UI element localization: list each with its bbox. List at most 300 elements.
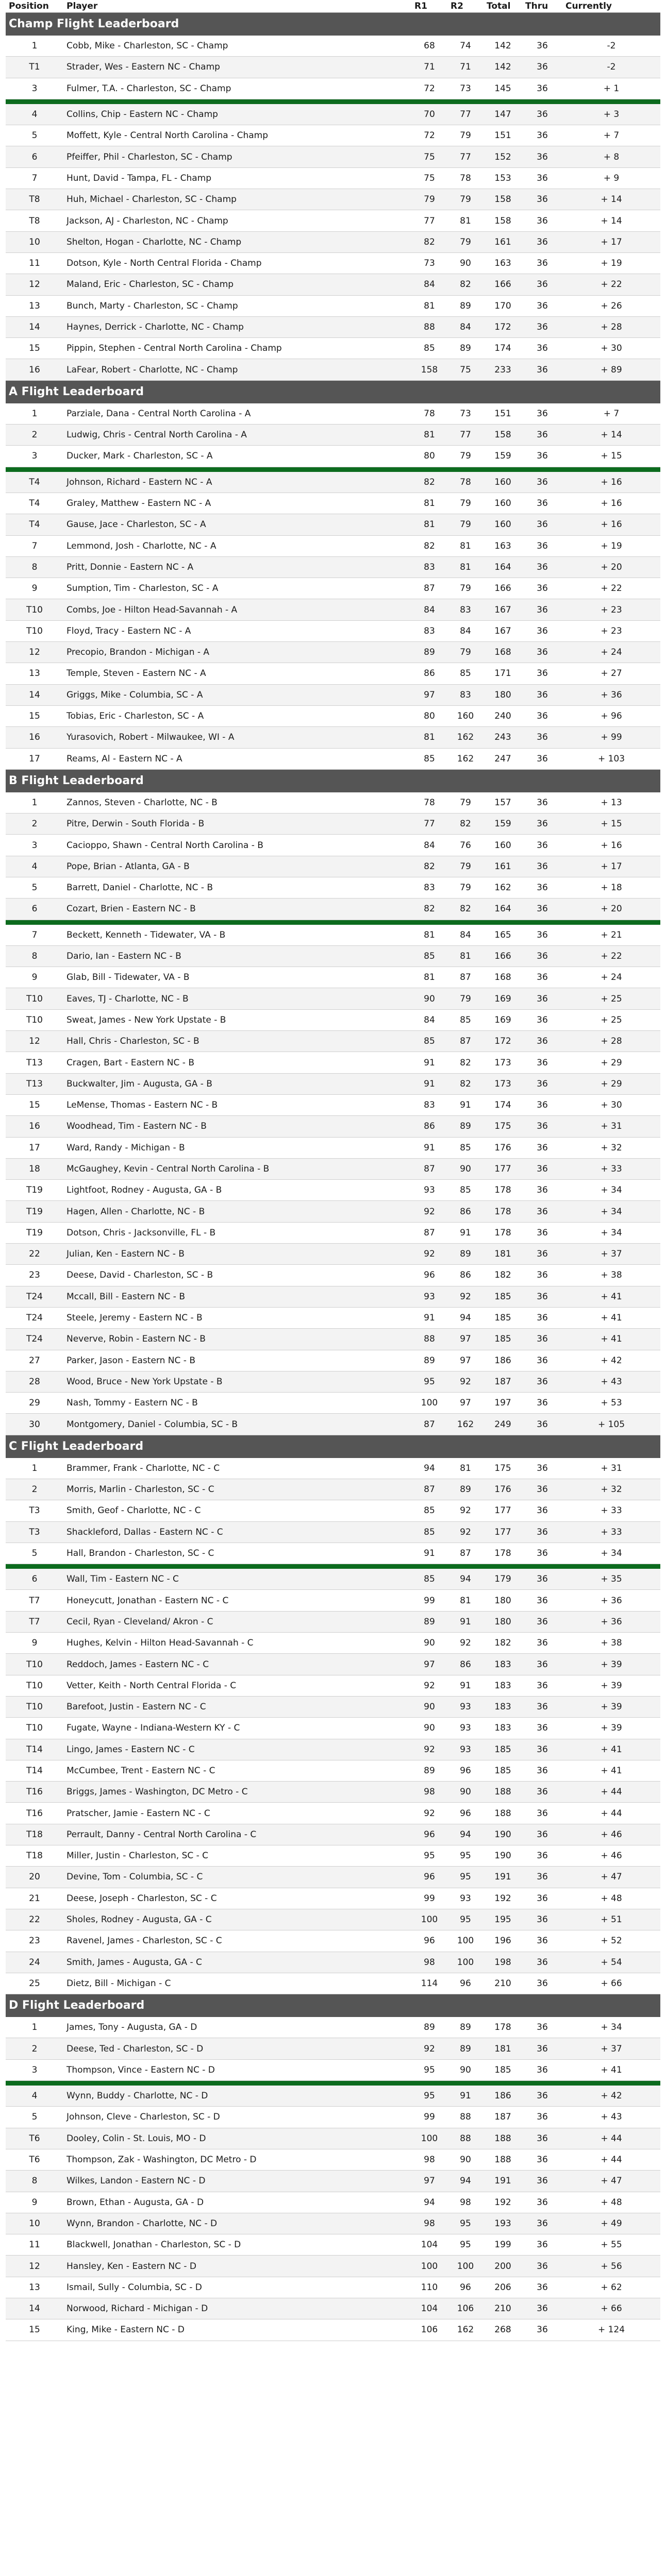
cell-thru: 36	[522, 252, 562, 274]
cell-position: 11	[6, 2234, 63, 2256]
cell-r2: 83	[447, 599, 484, 620]
cell-currently: + 52	[562, 1930, 660, 1952]
column-header-r1: R1	[411, 0, 447, 13]
cell-r1: 82	[411, 899, 447, 920]
cell-position: 23	[6, 1930, 63, 1952]
cell-position: 16	[6, 727, 63, 748]
cell-total: 268	[484, 2319, 522, 2341]
cell-position: 12	[6, 642, 63, 663]
cell-position: 2	[6, 1479, 63, 1500]
cell-r1: 96	[411, 1867, 447, 1888]
cell-player: Deese, David - Charleston, SC - B	[63, 1265, 411, 1286]
cell-r2: 89	[447, 1244, 484, 1265]
cell-currently: + 34	[562, 1201, 660, 1222]
cell-total: 199	[484, 2234, 522, 2256]
cell-currently: + 17	[562, 856, 660, 877]
cell-position: 13	[6, 295, 63, 316]
cell-currently: + 42	[562, 1350, 660, 1371]
table-row	[6, 2192, 660, 2213]
flight-header	[6, 1435, 660, 1458]
cell-thru: 36	[522, 988, 562, 1009]
cell-currently: -2	[562, 36, 660, 57]
cell-player: Johnson, Richard - Eastern NC - A	[63, 472, 411, 493]
cut-line-bar	[6, 99, 660, 104]
table-row	[6, 316, 660, 337]
cell-currently: + 66	[562, 2298, 660, 2319]
cell-total: 210	[484, 2298, 522, 2319]
table-row	[6, 620, 660, 641]
cell-thru: 36	[522, 1052, 562, 1073]
cell-r1: 95	[411, 1845, 447, 1867]
table-row	[6, 1052, 660, 1073]
cell-total: 188	[484, 1803, 522, 1824]
cell-thru: 36	[522, 877, 562, 898]
cell-r1: 104	[411, 2298, 447, 2319]
cell-r1: 91	[411, 1543, 447, 1564]
cell-position: 4	[6, 856, 63, 877]
table-row	[6, 535, 660, 556]
cell-position: 27	[6, 1350, 63, 1371]
table-row	[6, 967, 660, 988]
column-header-total: Total	[484, 0, 522, 13]
cell-player: Hansley, Ken - Eastern NC - D	[63, 2256, 411, 2277]
cell-r2: 86	[447, 1201, 484, 1222]
cell-position: 4	[6, 2086, 63, 2107]
table-row	[6, 57, 660, 78]
cell-position: 5	[6, 2107, 63, 2128]
cell-position: 22	[6, 1244, 63, 1265]
cell-r2: 81	[447, 1590, 484, 1611]
cell-position: T10	[6, 1696, 63, 1717]
table-row	[6, 835, 660, 856]
cell-position: 8	[6, 556, 63, 578]
cell-position: T10	[6, 1675, 63, 1696]
cell-r1: 88	[411, 1329, 447, 1350]
cell-r1: 77	[411, 210, 447, 231]
cell-r2: 79	[447, 125, 484, 146]
cell-currently: + 22	[562, 578, 660, 599]
table-row	[6, 514, 660, 535]
cell-r2: 90	[447, 1158, 484, 1179]
cell-total: 173	[484, 1052, 522, 1073]
cell-thru: 36	[522, 556, 562, 578]
cell-position: T10	[6, 988, 63, 1009]
cell-r2: 93	[447, 1739, 484, 1760]
cell-thru: 36	[522, 36, 562, 57]
cell-currently: + 26	[562, 295, 660, 316]
cell-r2: 79	[447, 514, 484, 535]
table-row	[6, 1633, 660, 1654]
cell-thru: 36	[522, 1521, 562, 1543]
cell-currently: + 47	[562, 2171, 660, 2192]
table-row	[6, 1458, 660, 1479]
table-row	[6, 1696, 660, 1717]
cell-total: 159	[484, 814, 522, 835]
cell-r2: 77	[447, 146, 484, 167]
cell-r1: 92	[411, 1244, 447, 1265]
cut-line-divider	[6, 920, 660, 925]
cell-currently: + 9	[562, 167, 660, 189]
table-row	[6, 1888, 660, 1909]
table-row	[6, 252, 660, 274]
cell-currently: + 25	[562, 988, 660, 1009]
cell-r1: 83	[411, 877, 447, 898]
cell-position: 5	[6, 125, 63, 146]
cell-r1: 106	[411, 2319, 447, 2341]
cell-player: Briggs, James - Washington, DC Metro - C	[63, 1782, 411, 1803]
cell-thru: 36	[522, 446, 562, 467]
cut-line-divider	[6, 1564, 660, 1569]
cell-position: T16	[6, 1782, 63, 1803]
cell-player: Pfeiffer, Phil - Charleston, SC - Champ	[63, 146, 411, 167]
cell-player: Hall, Chris - Charleston, SC - B	[63, 1031, 411, 1052]
cell-r1: 82	[411, 535, 447, 556]
cell-thru: 36	[522, 1244, 562, 1265]
cell-currently: + 3	[562, 104, 660, 125]
cell-thru: 36	[522, 78, 562, 99]
table-row	[6, 727, 660, 748]
table-row	[6, 1521, 660, 1543]
cell-thru: 36	[522, 1867, 562, 1888]
cell-r2: 100	[447, 1930, 484, 1952]
cell-total: 161	[484, 856, 522, 877]
cell-player: Dotson, Kyle - North Central Florida - Champ	[63, 252, 411, 274]
cell-total: 181	[484, 1244, 522, 1265]
cell-currently: + 29	[562, 1073, 660, 1094]
cell-thru: 36	[522, 1479, 562, 1500]
cell-player: Fulmer, T.A. - Charleston, SC - Champ	[63, 78, 411, 99]
cell-r1: 78	[411, 792, 447, 814]
cell-r1: 97	[411, 684, 447, 705]
cell-r2: 90	[447, 252, 484, 274]
cell-r2: 94	[447, 1824, 484, 1845]
cell-total: 187	[484, 1371, 522, 1392]
cell-r2: 89	[447, 295, 484, 316]
cell-r2: 79	[447, 189, 484, 210]
cell-r1: 114	[411, 1973, 447, 1994]
cell-position: 29	[6, 1393, 63, 1414]
cell-r2: 77	[447, 425, 484, 446]
cell-player: Dario, Ian - Eastern NC - B	[63, 945, 411, 967]
cell-player: Barrett, Daniel - Charlotte, NC - B	[63, 877, 411, 898]
cut-line-divider	[6, 99, 660, 104]
cell-currently: + 16	[562, 514, 660, 535]
table-row	[6, 642, 660, 663]
cell-position: 7	[6, 167, 63, 189]
cell-r2: 81	[447, 535, 484, 556]
cell-player: Cecil, Ryan - Cleveland/ Akron - C	[63, 1611, 411, 1632]
cell-currently: + 39	[562, 1718, 660, 1739]
cell-player: Smith, James - Augusta, GA - C	[63, 1952, 411, 1973]
cell-player: Ducker, Mark - Charleston, SC - A	[63, 446, 411, 467]
table-row	[6, 403, 660, 425]
cell-r2: 83	[447, 684, 484, 705]
cell-currently: + 7	[562, 403, 660, 425]
cell-player: Julian, Ken - Eastern NC - B	[63, 1244, 411, 1265]
cell-currently: + 16	[562, 472, 660, 493]
cell-r1: 95	[411, 2086, 447, 2107]
cell-position: T6	[6, 2128, 63, 2149]
cell-player: Lemmond, Josh - Charlotte, NC - A	[63, 535, 411, 556]
cell-player: Hunt, David - Tampa, FL - Champ	[63, 167, 411, 189]
cell-player: Pope, Brian - Atlanta, GA - B	[63, 856, 411, 877]
table-row	[6, 1803, 660, 1824]
cell-position: 14	[6, 684, 63, 705]
table-row	[6, 36, 660, 57]
cell-r2: 79	[447, 856, 484, 877]
cell-r1: 84	[411, 1009, 447, 1030]
cell-currently: + 24	[562, 967, 660, 988]
cell-r2: 100	[447, 1952, 484, 1973]
cell-player: Sweat, James - New York Upstate - B	[63, 1009, 411, 1030]
cell-player: Pitre, Derwin - South Florida - B	[63, 814, 411, 835]
cell-total: 167	[484, 599, 522, 620]
cell-thru: 36	[522, 578, 562, 599]
cell-r1: 86	[411, 1116, 447, 1137]
cell-player: Huh, Michael - Charleston, SC - Champ	[63, 189, 411, 210]
cell-r2: 97	[447, 1393, 484, 1414]
cell-r2: 82	[447, 899, 484, 920]
cell-thru: 36	[522, 316, 562, 337]
cell-player: Beckett, Kenneth - Tidewater, VA - B	[63, 925, 411, 946]
cell-position: 2	[6, 814, 63, 835]
cell-currently: + 46	[562, 1824, 660, 1845]
cell-total: 163	[484, 252, 522, 274]
cell-player: Ravenel, James - Charleston, SC - C	[63, 1930, 411, 1952]
cell-currently: + 22	[562, 274, 660, 295]
cell-player: Montgomery, Daniel - Columbia, SC - B	[63, 1414, 411, 1435]
cell-r1: 87	[411, 1222, 447, 1243]
cell-total: 243	[484, 727, 522, 748]
cell-r1: 95	[411, 1371, 447, 1392]
cell-player: Reams, Al - Eastern NC - A	[63, 748, 411, 769]
cell-position: 10	[6, 2213, 63, 2234]
cell-total: 170	[484, 295, 522, 316]
cell-currently: + 24	[562, 642, 660, 663]
cell-currently: + 46	[562, 1845, 660, 1867]
cell-position: T8	[6, 210, 63, 231]
cell-player: Sumption, Tim - Charleston, SC - A	[63, 578, 411, 599]
cell-thru: 36	[522, 1073, 562, 1094]
cell-r1: 89	[411, 2017, 447, 2038]
cell-r2: 84	[447, 316, 484, 337]
cell-r1: 85	[411, 1031, 447, 1052]
cell-r1: 77	[411, 814, 447, 835]
cell-position: T24	[6, 1286, 63, 1307]
cell-total: 151	[484, 125, 522, 146]
cell-r2: 94	[447, 1307, 484, 1328]
cell-position: 14	[6, 2298, 63, 2319]
cell-player: Thompson, Zak - Washington, DC Metro - D	[63, 2149, 411, 2170]
cell-r1: 99	[411, 1888, 447, 1909]
cell-r2: 93	[447, 1888, 484, 1909]
cell-thru: 36	[522, 899, 562, 920]
cell-r1: 68	[411, 36, 447, 57]
cell-total: 177	[484, 1158, 522, 1179]
cell-total: 172	[484, 1031, 522, 1052]
cell-position: T3	[6, 1521, 63, 1543]
cell-position: T19	[6, 1201, 63, 1222]
cell-total: 178	[484, 1222, 522, 1243]
flight-header	[6, 1994, 660, 2018]
cell-thru: 36	[522, 599, 562, 620]
table-row	[6, 1909, 660, 1930]
cell-currently: + 33	[562, 1521, 660, 1543]
cell-r2: 78	[447, 472, 484, 493]
cell-r1: 84	[411, 599, 447, 620]
cell-position: 21	[6, 1888, 63, 1909]
table-row	[6, 1782, 660, 1803]
cell-total: 185	[484, 1286, 522, 1307]
cell-r1: 92	[411, 1675, 447, 1696]
cell-currently: + 89	[562, 359, 660, 380]
cell-r1: 91	[411, 1073, 447, 1094]
cell-thru: 36	[522, 493, 562, 514]
table-row	[6, 1952, 660, 1973]
cell-thru: 36	[522, 189, 562, 210]
cell-thru: 36	[522, 1543, 562, 1564]
table-row	[6, 472, 660, 493]
cell-r1: 81	[411, 295, 447, 316]
cell-thru: 36	[522, 1930, 562, 1952]
cell-currently: + 29	[562, 1052, 660, 1073]
cell-position: T8	[6, 189, 63, 210]
cell-currently: + 28	[562, 1031, 660, 1052]
cell-r1: 92	[411, 2038, 447, 2059]
cell-player: Maland, Eric - Charleston, SC - Champ	[63, 274, 411, 295]
cell-total: 160	[484, 514, 522, 535]
cell-player: Brammer, Frank - Charlotte, NC - C	[63, 1458, 411, 1479]
cell-r1: 96	[411, 1824, 447, 1845]
cell-player: Barefoot, Justin - Eastern NC - C	[63, 1696, 411, 1717]
cell-r1: 81	[411, 727, 447, 748]
cell-player: Devine, Tom - Columbia, SC - C	[63, 1867, 411, 1888]
cell-r2: 91	[447, 2086, 484, 2107]
cell-player: Parker, Jason - Eastern NC - B	[63, 1350, 411, 1371]
cell-r1: 83	[411, 1094, 447, 1115]
cell-thru: 36	[522, 1633, 562, 1654]
cell-position: 13	[6, 2277, 63, 2298]
cell-thru: 36	[522, 1590, 562, 1611]
cell-currently: + 56	[562, 2256, 660, 2277]
table-row	[6, 1718, 660, 1739]
cell-currently: + 19	[562, 535, 660, 556]
table-row	[6, 231, 660, 252]
cell-player: Strader, Wes - Eastern NC - Champ	[63, 57, 411, 78]
cell-r2: 79	[447, 493, 484, 514]
cell-thru: 36	[522, 814, 562, 835]
cell-thru: 36	[522, 2086, 562, 2107]
cell-position: 8	[6, 945, 63, 967]
cell-currently: + 44	[562, 2128, 660, 2149]
cell-thru: 36	[522, 359, 562, 380]
cell-thru: 36	[522, 1824, 562, 1845]
cell-r1: 98	[411, 1782, 447, 1803]
leaderboard-table	[6, 0, 660, 2341]
cell-r2: 81	[447, 556, 484, 578]
table-row	[6, 856, 660, 877]
cut-line-bar	[6, 2081, 660, 2086]
cell-r1: 80	[411, 446, 447, 467]
cell-r1: 79	[411, 189, 447, 210]
column-header-thru: Thru	[522, 0, 562, 13]
cell-player: Norwood, Richard - Michigan - D	[63, 2298, 411, 2319]
table-row	[6, 1611, 660, 1632]
table-row	[6, 1180, 660, 1201]
cell-player: Steele, Jeremy - Eastern NC - B	[63, 1307, 411, 1328]
cell-player: LeMense, Thomas - Eastern NC - B	[63, 1094, 411, 1115]
cell-r2: 92	[447, 1633, 484, 1654]
table-row	[6, 1286, 660, 1307]
cell-thru: 36	[522, 1286, 562, 1307]
table-row	[6, 2149, 660, 2170]
cell-total: 174	[484, 1094, 522, 1115]
cell-currently: + 1	[562, 78, 660, 99]
cell-total: 168	[484, 967, 522, 988]
cell-r1: 91	[411, 1052, 447, 1073]
cell-total: 178	[484, 1201, 522, 1222]
table-row	[6, 899, 660, 920]
cell-thru: 36	[522, 514, 562, 535]
table-row	[6, 684, 660, 705]
cell-position: T14	[6, 1739, 63, 1760]
cell-r1: 90	[411, 1696, 447, 1717]
cell-total: 183	[484, 1654, 522, 1675]
cell-total: 163	[484, 535, 522, 556]
cell-r1: 92	[411, 1201, 447, 1222]
cell-player: Cacioppo, Shawn - Central North Carolina - B	[63, 835, 411, 856]
cell-thru: 36	[522, 1696, 562, 1717]
cell-r1: 89	[411, 1760, 447, 1781]
cell-total: 158	[484, 189, 522, 210]
cell-position: T24	[6, 1307, 63, 1328]
cell-thru: 36	[522, 1414, 562, 1435]
cell-r2: 91	[447, 1675, 484, 1696]
cell-r1: 89	[411, 1350, 447, 1371]
cell-total: 249	[484, 1414, 522, 1435]
cell-r1: 100	[411, 1909, 447, 1930]
table-row	[6, 1543, 660, 1564]
cell-r2: 91	[447, 1611, 484, 1632]
table-row	[6, 2171, 660, 2192]
table-row	[6, 146, 660, 167]
cell-r2: 87	[447, 1543, 484, 1564]
cell-thru: 36	[522, 1371, 562, 1392]
column-header-row	[6, 0, 660, 13]
cell-r2: 94	[447, 1569, 484, 1590]
cell-total: 180	[484, 684, 522, 705]
cell-currently: + 54	[562, 1952, 660, 1973]
cell-r2: 73	[447, 78, 484, 99]
cell-currently: + 44	[562, 1782, 660, 1803]
cell-currently: + 17	[562, 231, 660, 252]
cell-player: Precopio, Brandon - Michigan - A	[63, 642, 411, 663]
cell-currently: + 34	[562, 2017, 660, 2038]
cell-position: T24	[6, 1329, 63, 1350]
cell-player: Perrault, Danny - Central North Carolina - C	[63, 1824, 411, 1845]
cell-r2: 79	[447, 988, 484, 1009]
table-row	[6, 578, 660, 599]
cell-currently: + 30	[562, 1094, 660, 1115]
cell-currently: + 55	[562, 2234, 660, 2256]
cell-total: 183	[484, 1696, 522, 1717]
cell-r1: 98	[411, 1952, 447, 1973]
cell-position: 3	[6, 78, 63, 99]
flight-header	[6, 380, 660, 403]
cell-r1: 96	[411, 1930, 447, 1952]
cell-total: 180	[484, 1611, 522, 1632]
cell-position: 16	[6, 1116, 63, 1137]
